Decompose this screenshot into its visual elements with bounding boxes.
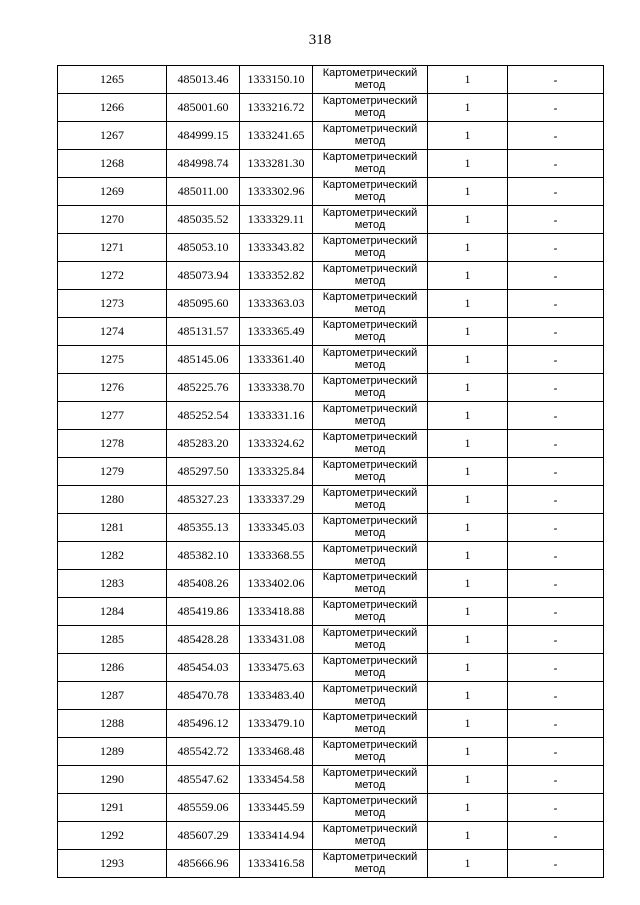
- x-coordinate-cell: 485001.60: [167, 94, 240, 122]
- accuracy-cell: 1: [428, 570, 508, 598]
- method-line-2: метод: [354, 695, 386, 707]
- method-text: [313, 94, 427, 121]
- method-text: [313, 654, 427, 681]
- method-text: [313, 766, 427, 793]
- accuracy-cell: 1: [428, 346, 508, 374]
- x-coordinate-cell: 485327.23: [167, 486, 240, 514]
- table-row: [58, 402, 604, 430]
- coordinates-table: [57, 65, 604, 878]
- method-line-1: Картометрический: [322, 627, 418, 639]
- accuracy-cell: 1: [428, 150, 508, 178]
- table-row: [58, 794, 604, 822]
- table-row: [58, 318, 604, 346]
- coordinates-table-body: [58, 66, 604, 878]
- note-cell: -: [508, 682, 604, 710]
- note-cell: -: [508, 598, 604, 626]
- accuracy-cell: 1: [428, 486, 508, 514]
- y-coordinate-cell: 1333402.06: [240, 570, 313, 598]
- method-cell: [313, 542, 428, 570]
- x-coordinate-cell: 485145.06: [167, 346, 240, 374]
- method-line-2: метод: [354, 667, 386, 679]
- method-cell: [313, 570, 428, 598]
- method-cell: [313, 850, 428, 878]
- method-line-1: Картометрический: [322, 207, 418, 219]
- point-number-cell: 1282: [58, 542, 167, 570]
- x-coordinate-cell: 485408.26: [167, 570, 240, 598]
- method-line-1: Картометрический: [322, 347, 418, 359]
- method-line-1: Картометрический: [322, 599, 418, 611]
- page-number: 318: [308, 32, 332, 48]
- accuracy-cell: 1: [428, 234, 508, 262]
- method-cell: [313, 738, 428, 766]
- y-coordinate-cell: 1333475.63: [240, 654, 313, 682]
- y-coordinate-cell: 1333414.94: [240, 822, 313, 850]
- y-coordinate-cell: 1333337.29: [240, 486, 313, 514]
- method-line-2: метод: [354, 219, 386, 231]
- note-cell: -: [508, 486, 604, 514]
- method-text: [313, 542, 427, 569]
- accuracy-cell: 1: [428, 598, 508, 626]
- method-line-2: метод: [354, 751, 386, 763]
- note-cell: -: [508, 206, 604, 234]
- accuracy-cell: 1: [428, 654, 508, 682]
- accuracy-cell: 1: [428, 94, 508, 122]
- note-cell: -: [508, 654, 604, 682]
- accuracy-cell: 1: [428, 318, 508, 346]
- point-number-cell: 1277: [58, 402, 167, 430]
- x-coordinate-cell: 485382.10: [167, 542, 240, 570]
- x-coordinate-cell: 484998.74: [167, 150, 240, 178]
- method-cell: [313, 66, 428, 94]
- accuracy-cell: 1: [428, 710, 508, 738]
- method-line-2: метод: [354, 835, 386, 847]
- note-cell: -: [508, 150, 604, 178]
- note-cell: -: [508, 710, 604, 738]
- method-cell: [313, 598, 428, 626]
- method-line-2: метод: [354, 443, 386, 455]
- method-line-1: Картометрический: [322, 683, 418, 695]
- y-coordinate-cell: 1333454.58: [240, 766, 313, 794]
- note-cell: -: [508, 514, 604, 542]
- method-text: [313, 738, 427, 765]
- method-text: [313, 66, 427, 93]
- note-cell: -: [508, 794, 604, 822]
- table-row: [58, 178, 604, 206]
- method-line-1: Картометрический: [322, 739, 418, 751]
- method-line-2: метод: [354, 611, 386, 623]
- method-line-1: Картометрический: [322, 179, 418, 191]
- method-line-2: метод: [354, 331, 386, 343]
- accuracy-cell: 1: [428, 626, 508, 654]
- note-cell: -: [508, 262, 604, 290]
- method-line-1: Картометрический: [322, 291, 418, 303]
- table-row: [58, 290, 604, 318]
- method-line-2: метод: [354, 583, 386, 595]
- y-coordinate-cell: 1333241.65: [240, 122, 313, 150]
- table-row: [58, 738, 604, 766]
- method-text: [313, 598, 427, 625]
- accuracy-cell: 1: [428, 430, 508, 458]
- accuracy-cell: 1: [428, 66, 508, 94]
- x-coordinate-cell: 485297.50: [167, 458, 240, 486]
- point-number-cell: 1273: [58, 290, 167, 318]
- x-coordinate-cell: 485419.86: [167, 598, 240, 626]
- method-line-2: метод: [354, 779, 386, 791]
- y-coordinate-cell: 1333431.08: [240, 626, 313, 654]
- point-number-cell: 1275: [58, 346, 167, 374]
- method-text: [313, 514, 427, 541]
- method-text: [313, 262, 427, 289]
- point-number-cell: 1291: [58, 794, 167, 822]
- accuracy-cell: 1: [428, 822, 508, 850]
- note-cell: -: [508, 122, 604, 150]
- method-line-2: метод: [354, 499, 386, 511]
- table-row: [58, 486, 604, 514]
- method-text: [313, 206, 427, 233]
- y-coordinate-cell: 1333365.49: [240, 318, 313, 346]
- table-row: [58, 262, 604, 290]
- y-coordinate-cell: 1333331.16: [240, 402, 313, 430]
- method-line-1: Картометрический: [322, 571, 418, 583]
- method-line-1: Картометрический: [322, 487, 418, 499]
- method-text: [313, 430, 427, 457]
- x-coordinate-cell: 485470.78: [167, 682, 240, 710]
- point-number-cell: 1281: [58, 514, 167, 542]
- method-line-2: метод: [354, 359, 386, 371]
- accuracy-cell: 1: [428, 738, 508, 766]
- note-cell: -: [508, 570, 604, 598]
- method-line-1: Картометрический: [322, 543, 418, 555]
- method-line-2: метод: [354, 555, 386, 567]
- method-line-2: метод: [354, 135, 386, 147]
- method-line-2: метод: [354, 79, 386, 91]
- y-coordinate-cell: 1333418.88: [240, 598, 313, 626]
- table-row: [58, 654, 604, 682]
- table-row: [58, 626, 604, 654]
- y-coordinate-cell: 1333468.48: [240, 738, 313, 766]
- point-number-cell: 1286: [58, 654, 167, 682]
- accuracy-cell: 1: [428, 122, 508, 150]
- method-line-1: Картометрический: [322, 711, 418, 723]
- note-cell: -: [508, 318, 604, 346]
- table-row: [58, 346, 604, 374]
- method-line-1: Картометрический: [322, 851, 418, 863]
- y-coordinate-cell: 1333302.96: [240, 178, 313, 206]
- method-line-1: Картометрический: [322, 431, 418, 443]
- method-text: [313, 402, 427, 429]
- table-row: [58, 850, 604, 878]
- table-row: [58, 94, 604, 122]
- x-coordinate-cell: 485095.60: [167, 290, 240, 318]
- method-cell: [313, 794, 428, 822]
- method-line-1: Картометрический: [322, 67, 418, 79]
- method-cell: [313, 766, 428, 794]
- method-line-2: метод: [354, 387, 386, 399]
- method-line-1: Картометрический: [322, 235, 418, 247]
- method-text: [313, 150, 427, 177]
- method-text: [313, 122, 427, 149]
- method-cell: [313, 458, 428, 486]
- method-cell: [313, 94, 428, 122]
- note-cell: -: [508, 94, 604, 122]
- y-coordinate-cell: 1333479.10: [240, 710, 313, 738]
- table-row: [58, 122, 604, 150]
- point-number-cell: 1267: [58, 122, 167, 150]
- accuracy-cell: 1: [428, 514, 508, 542]
- accuracy-cell: 1: [428, 402, 508, 430]
- method-cell: [313, 626, 428, 654]
- method-cell: [313, 346, 428, 374]
- table-row: [58, 430, 604, 458]
- point-number-cell: 1280: [58, 486, 167, 514]
- point-number-cell: 1270: [58, 206, 167, 234]
- point-number-cell: 1293: [58, 850, 167, 878]
- note-cell: -: [508, 542, 604, 570]
- table-row: [58, 206, 604, 234]
- point-number-cell: 1271: [58, 234, 167, 262]
- point-number-cell: 1278: [58, 430, 167, 458]
- table-row: [58, 542, 604, 570]
- y-coordinate-cell: 1333363.03: [240, 290, 313, 318]
- note-cell: -: [508, 626, 604, 654]
- y-coordinate-cell: 1333416.58: [240, 850, 313, 878]
- table-row: [58, 150, 604, 178]
- note-cell: -: [508, 402, 604, 430]
- note-cell: -: [508, 458, 604, 486]
- y-coordinate-cell: 1333338.70: [240, 374, 313, 402]
- note-cell: -: [508, 66, 604, 94]
- note-cell: -: [508, 430, 604, 458]
- point-number-cell: 1265: [58, 66, 167, 94]
- accuracy-cell: 1: [428, 262, 508, 290]
- x-coordinate-cell: 485355.13: [167, 514, 240, 542]
- point-number-cell: 1288: [58, 710, 167, 738]
- accuracy-cell: 1: [428, 290, 508, 318]
- x-coordinate-cell: 485454.03: [167, 654, 240, 682]
- note-cell: -: [508, 766, 604, 794]
- y-coordinate-cell: 1333324.62: [240, 430, 313, 458]
- method-line-2: метод: [354, 247, 386, 259]
- x-coordinate-cell: 485225.76: [167, 374, 240, 402]
- x-coordinate-cell: 485547.62: [167, 766, 240, 794]
- method-text: [313, 290, 427, 317]
- x-coordinate-cell: 484999.15: [167, 122, 240, 150]
- table-row: [58, 822, 604, 850]
- method-line-2: метод: [354, 723, 386, 735]
- y-coordinate-cell: 1333329.11: [240, 206, 313, 234]
- note-cell: -: [508, 290, 604, 318]
- accuracy-cell: 1: [428, 178, 508, 206]
- x-coordinate-cell: 485035.52: [167, 206, 240, 234]
- x-coordinate-cell: 485666.96: [167, 850, 240, 878]
- method-cell: [313, 430, 428, 458]
- method-text: [313, 682, 427, 709]
- point-number-cell: 1290: [58, 766, 167, 794]
- y-coordinate-cell: 1333445.59: [240, 794, 313, 822]
- method-cell: [313, 822, 428, 850]
- table-row: [58, 682, 604, 710]
- y-coordinate-cell: 1333150.10: [240, 66, 313, 94]
- method-line-1: Картометрический: [322, 95, 418, 107]
- note-cell: -: [508, 374, 604, 402]
- point-number-cell: 1266: [58, 94, 167, 122]
- method-line-2: метод: [354, 163, 386, 175]
- table-row: [58, 766, 604, 794]
- method-cell: [313, 710, 428, 738]
- method-cell: [313, 290, 428, 318]
- method-line-1: Картометрический: [322, 123, 418, 135]
- method-line-1: Картометрический: [322, 795, 418, 807]
- y-coordinate-cell: 1333345.03: [240, 514, 313, 542]
- method-text: [313, 486, 427, 513]
- method-cell: [313, 122, 428, 150]
- method-cell: [313, 150, 428, 178]
- method-text: [313, 570, 427, 597]
- x-coordinate-cell: 485073.94: [167, 262, 240, 290]
- method-line-2: метод: [354, 107, 386, 119]
- method-cell: [313, 178, 428, 206]
- table-row: [58, 374, 604, 402]
- point-number-cell: 1279: [58, 458, 167, 486]
- method-cell: [313, 654, 428, 682]
- accuracy-cell: 1: [428, 850, 508, 878]
- accuracy-cell: 1: [428, 794, 508, 822]
- method-line-2: метод: [354, 863, 386, 875]
- x-coordinate-cell: 485607.29: [167, 822, 240, 850]
- x-coordinate-cell: 485496.12: [167, 710, 240, 738]
- method-line-1: Картометрический: [322, 263, 418, 275]
- method-text: [313, 458, 427, 485]
- note-cell: -: [508, 178, 604, 206]
- point-number-cell: 1285: [58, 626, 167, 654]
- y-coordinate-cell: 1333352.82: [240, 262, 313, 290]
- x-coordinate-cell: 485013.46: [167, 66, 240, 94]
- table-row: [58, 458, 604, 486]
- point-number-cell: 1292: [58, 822, 167, 850]
- accuracy-cell: 1: [428, 374, 508, 402]
- method-line-2: метод: [354, 527, 386, 539]
- point-number-cell: 1268: [58, 150, 167, 178]
- method-line-1: Картометрический: [322, 403, 418, 415]
- accuracy-cell: 1: [428, 458, 508, 486]
- table-row: [58, 598, 604, 626]
- x-coordinate-cell: 485283.20: [167, 430, 240, 458]
- method-text: [313, 822, 427, 849]
- method-line-1: Картометрический: [322, 459, 418, 471]
- table-row: [58, 66, 604, 94]
- method-text: [313, 794, 427, 821]
- point-number-cell: 1287: [58, 682, 167, 710]
- point-number-cell: 1283: [58, 570, 167, 598]
- method-cell: [313, 514, 428, 542]
- table-row: [58, 234, 604, 262]
- accuracy-cell: 1: [428, 766, 508, 794]
- method-line-2: метод: [354, 303, 386, 315]
- method-cell: [313, 682, 428, 710]
- table-row: [58, 570, 604, 598]
- point-number-cell: 1276: [58, 374, 167, 402]
- note-cell: -: [508, 850, 604, 878]
- x-coordinate-cell: 485131.57: [167, 318, 240, 346]
- method-text: [313, 234, 427, 261]
- method-line-2: метод: [354, 639, 386, 651]
- method-text: [313, 626, 427, 653]
- table-row: [58, 710, 604, 738]
- note-cell: -: [508, 346, 604, 374]
- note-cell: -: [508, 738, 604, 766]
- method-line-1: Картометрический: [322, 515, 418, 527]
- x-coordinate-cell: 485252.54: [167, 402, 240, 430]
- method-line-2: метод: [354, 471, 386, 483]
- method-text: [313, 178, 427, 205]
- method-text: [313, 318, 427, 345]
- method-text: [313, 710, 427, 737]
- y-coordinate-cell: 1333483.40: [240, 682, 313, 710]
- method-line-2: метод: [354, 191, 386, 203]
- table-row: [58, 514, 604, 542]
- y-coordinate-cell: 1333368.55: [240, 542, 313, 570]
- y-coordinate-cell: 1333343.82: [240, 234, 313, 262]
- note-cell: -: [508, 822, 604, 850]
- method-line-1: Картометрический: [322, 767, 418, 779]
- y-coordinate-cell: 1333325.84: [240, 458, 313, 486]
- x-coordinate-cell: 485053.10: [167, 234, 240, 262]
- point-number-cell: 1284: [58, 598, 167, 626]
- method-cell: [313, 486, 428, 514]
- note-cell: -: [508, 234, 604, 262]
- method-line-2: метод: [354, 807, 386, 819]
- method-cell: [313, 206, 428, 234]
- point-number-cell: 1274: [58, 318, 167, 346]
- method-cell: [313, 318, 428, 346]
- x-coordinate-cell: 485011.00: [167, 178, 240, 206]
- method-cell: [313, 374, 428, 402]
- method-line-2: метод: [354, 415, 386, 427]
- method-text: [313, 850, 427, 877]
- point-number-cell: 1289: [58, 738, 167, 766]
- method-cell: [313, 402, 428, 430]
- method-cell: [313, 262, 428, 290]
- x-coordinate-cell: 485428.28: [167, 626, 240, 654]
- method-line-1: Картометрический: [322, 319, 418, 331]
- accuracy-cell: 1: [428, 206, 508, 234]
- method-line-1: Картометрический: [322, 151, 418, 163]
- method-line-1: Картометрический: [322, 823, 418, 835]
- method-cell: [313, 234, 428, 262]
- y-coordinate-cell: 1333361.40: [240, 346, 313, 374]
- accuracy-cell: 1: [428, 682, 508, 710]
- point-number-cell: 1272: [58, 262, 167, 290]
- method-line-1: Картометрический: [322, 655, 418, 667]
- y-coordinate-cell: 1333281.30: [240, 150, 313, 178]
- x-coordinate-cell: 485559.06: [167, 794, 240, 822]
- method-line-1: Картометрический: [322, 375, 418, 387]
- accuracy-cell: 1: [428, 542, 508, 570]
- y-coordinate-cell: 1333216.72: [240, 94, 313, 122]
- method-text: [313, 374, 427, 401]
- method-line-2: метод: [354, 275, 386, 287]
- method-text: [313, 346, 427, 373]
- point-number-cell: 1269: [58, 178, 167, 206]
- x-coordinate-cell: 485542.72: [167, 738, 240, 766]
